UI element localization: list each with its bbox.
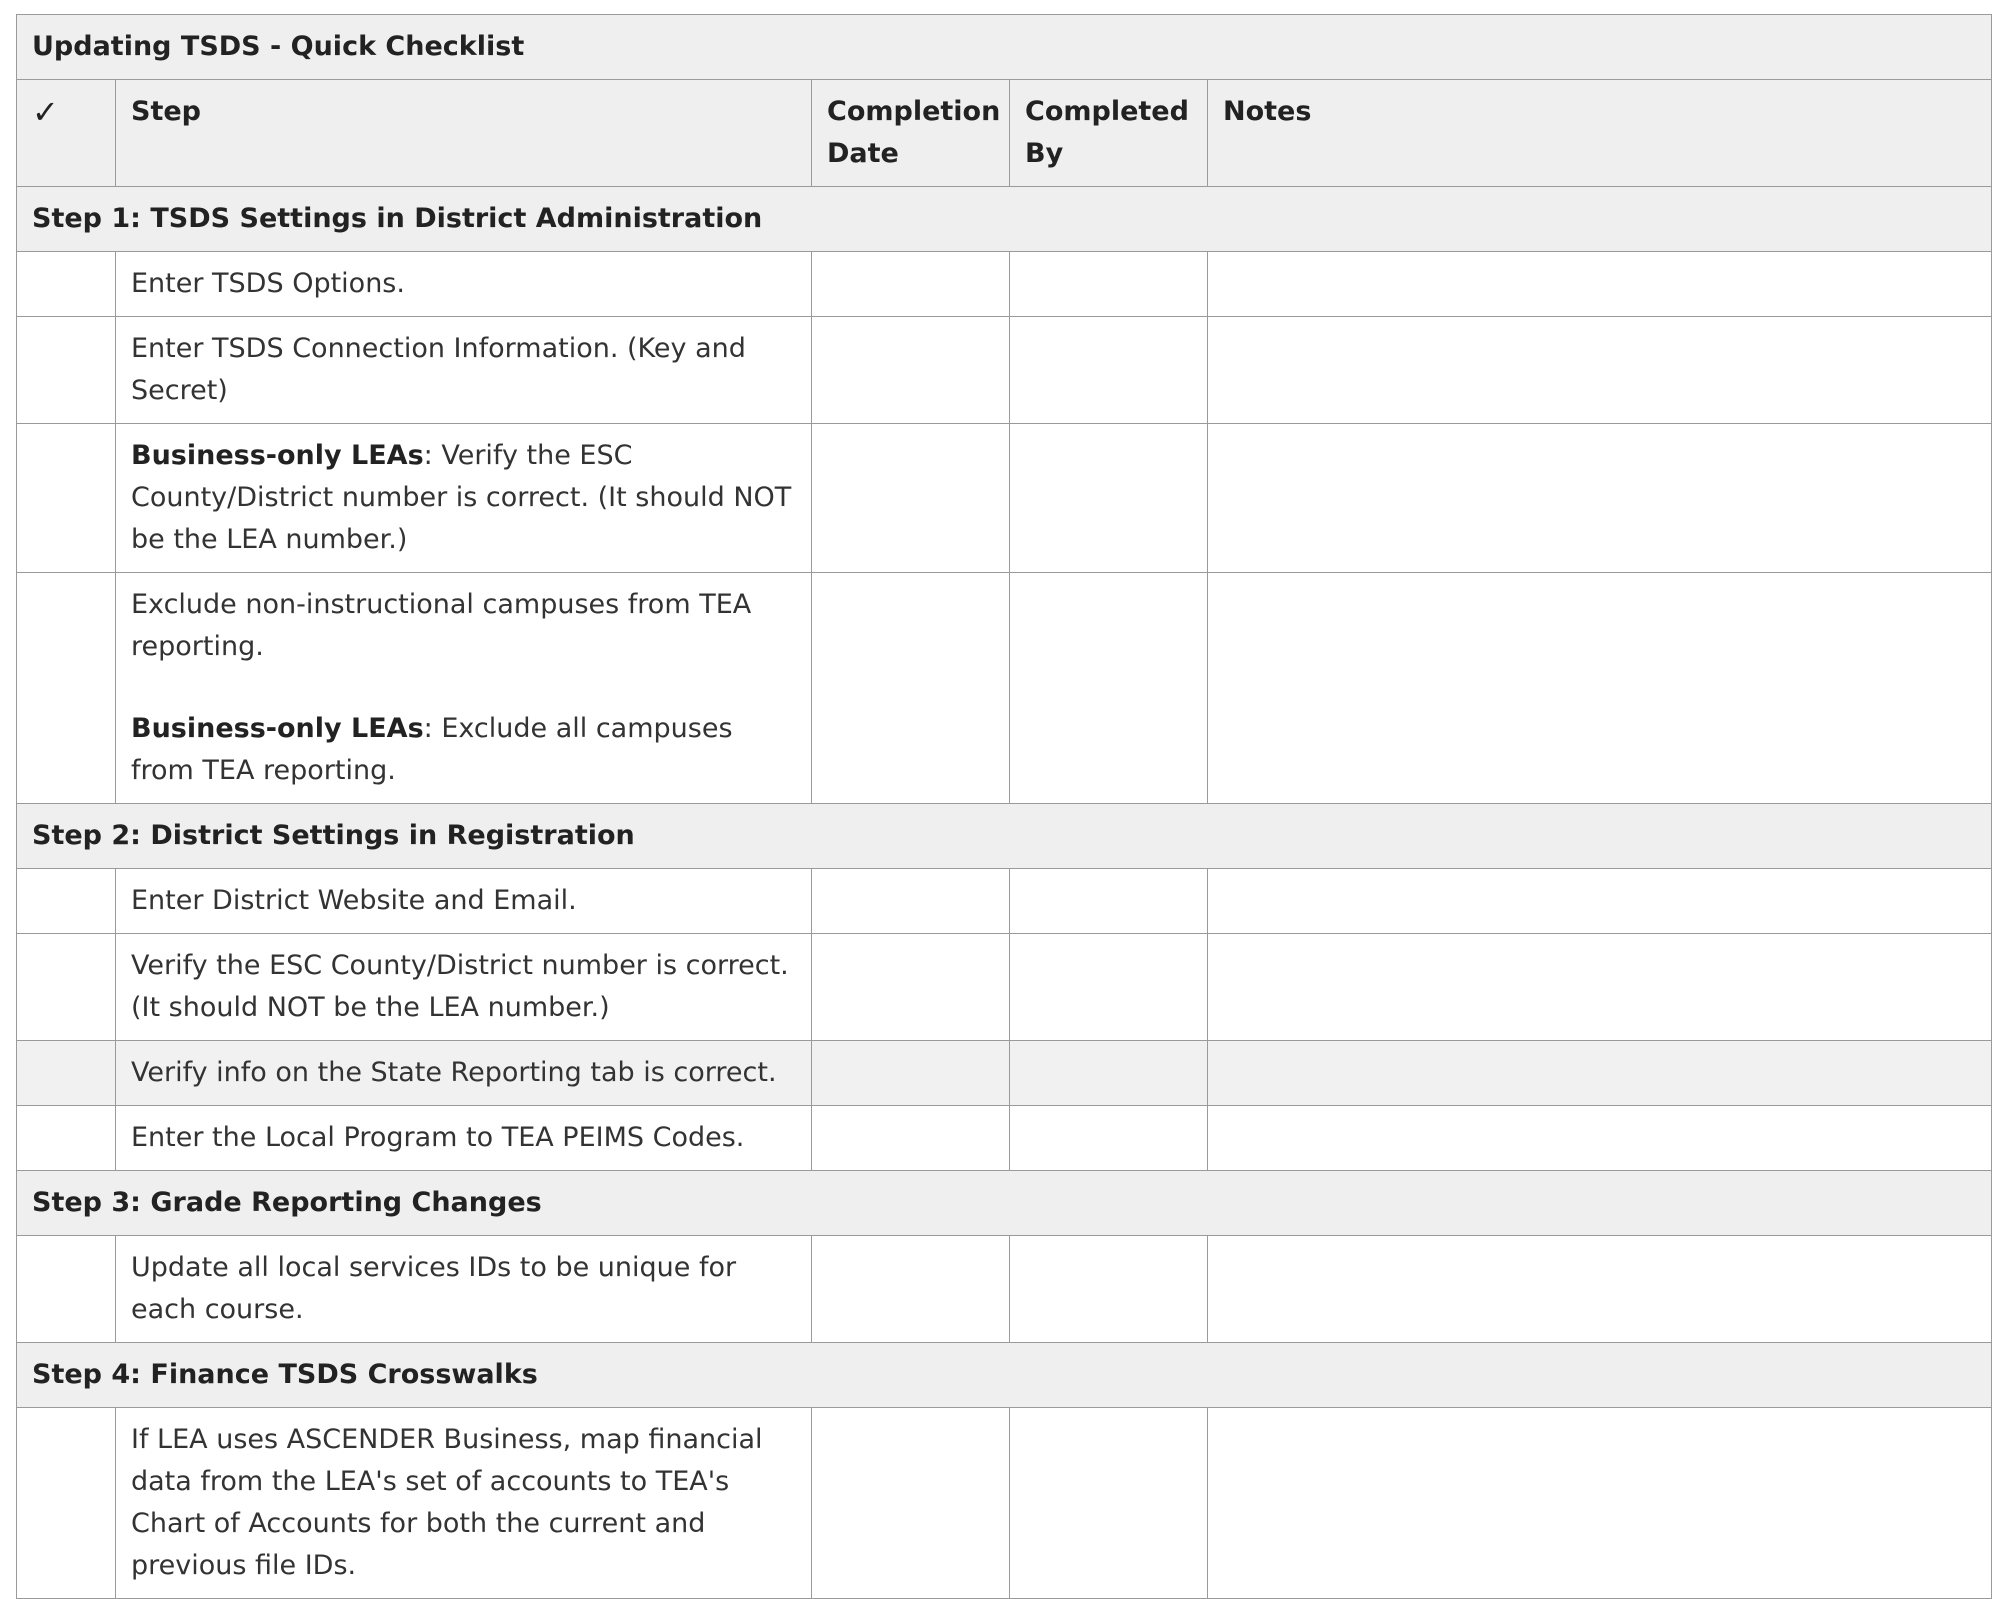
notes-cell[interactable] <box>1208 1106 1992 1171</box>
step-text: Verify the ESC County/District number is correct. (It should NOT be the LEA number.) <box>131 950 789 1023</box>
column-header-row <box>17 80 1992 187</box>
step-text: Enter District Website and Email. <box>131 885 577 916</box>
check-cell[interactable] <box>17 934 116 1041</box>
section-heading: Step 1: TSDS Settings in District Administration <box>17 187 1992 252</box>
completed-by-cell[interactable] <box>1010 252 1208 317</box>
notes-cell[interactable] <box>1208 1408 1992 1599</box>
completion-date-cell[interactable] <box>812 252 1010 317</box>
table-row <box>17 934 1992 1041</box>
step-cell <box>116 934 812 1041</box>
check-cell[interactable] <box>17 1041 116 1106</box>
step-cell <box>116 1106 812 1171</box>
completed-by-cell[interactable] <box>1010 934 1208 1041</box>
notes-cell[interactable] <box>1208 869 1992 934</box>
step-cell <box>116 252 812 317</box>
notes-cell[interactable] <box>1208 1236 1992 1343</box>
completion-date-cell[interactable] <box>812 1408 1010 1599</box>
completion-date-cell[interactable] <box>812 869 1010 934</box>
step-column-header: Step <box>116 80 812 187</box>
step-label: Business-only LEAs <box>131 440 424 471</box>
table-title-row <box>17 15 1992 80</box>
step-text: Exclude non-instructional campuses from TEA reporting. <box>131 589 752 662</box>
check-cell[interactable] <box>17 1408 116 1599</box>
completed-by-cell[interactable] <box>1010 1408 1208 1599</box>
check-column-header <box>17 80 116 187</box>
completed-by-cell[interactable] <box>1010 424 1208 573</box>
completed-by-cell[interactable] <box>1010 1106 1208 1171</box>
table-row <box>17 573 1992 804</box>
step-text: Verify info on the State Reporting tab is correct. <box>131 1057 777 1088</box>
notes-cell[interactable] <box>1208 1041 1992 1106</box>
completed-by-cell[interactable] <box>1010 317 1208 424</box>
notes-column-header: Notes <box>1208 80 1992 187</box>
check-cell[interactable] <box>17 424 116 573</box>
completed-by-cell[interactable] <box>1010 1041 1208 1106</box>
check-cell[interactable] <box>17 1106 116 1171</box>
check-cell[interactable] <box>17 317 116 424</box>
step-cell <box>116 573 812 804</box>
table-row <box>17 1106 1992 1171</box>
completed-by-cell[interactable] <box>1010 1236 1208 1343</box>
table-row <box>17 317 1992 424</box>
completed-by-cell[interactable] <box>1010 869 1208 934</box>
section-heading: Step 2: District Settings in Registration <box>17 804 1992 869</box>
completed-by-column-header: Completed By <box>1010 80 1208 187</box>
step-label: Business-only LEAs <box>131 713 424 744</box>
section-heading: Step 4: Finance TSDS Crosswalks <box>17 1343 1992 1408</box>
completion-date-column-header: Completion Date <box>812 80 1010 187</box>
completion-date-cell[interactable] <box>812 424 1010 573</box>
section-heading: Step 3: Grade Reporting Changes <box>17 1171 1992 1236</box>
step-cell <box>116 1408 812 1599</box>
section-row <box>17 1171 1992 1236</box>
section-row <box>17 1343 1992 1408</box>
table-title: Updating TSDS - Quick Checklist <box>17 15 1992 80</box>
step-text: : Verify the ESC County/District number is correct. (It should NOT be the LEA number.) <box>131 440 792 555</box>
step-cell <box>116 1236 812 1343</box>
completed-by-cell[interactable] <box>1010 573 1208 804</box>
table-row <box>17 1408 1992 1599</box>
notes-cell[interactable] <box>1208 252 1992 317</box>
notes-cell[interactable] <box>1208 934 1992 1041</box>
step-text: Enter TSDS Options. <box>131 268 405 299</box>
section-row <box>17 187 1992 252</box>
notes-cell[interactable] <box>1208 317 1992 424</box>
step-text: : Exclude all campuses from TEA reporting. <box>131 713 733 786</box>
step-text: If LEA uses ASCENDER Business, map financial data from the LEA's set of accounts to TEA's Chart of Accounts for both the current and previous file IDs. <box>131 1424 763 1581</box>
step-cell <box>116 1041 812 1106</box>
completion-date-cell[interactable] <box>812 1041 1010 1106</box>
table-row <box>17 1041 1992 1106</box>
step-text: Enter the Local Program to TEA PEIMS Codes. <box>131 1122 745 1153</box>
check-cell[interactable] <box>17 869 116 934</box>
checkmark-icon: ✓ <box>32 93 59 131</box>
checklist-table <box>16 14 1992 1599</box>
completion-date-cell[interactable] <box>812 317 1010 424</box>
step-text: Enter TSDS Connection Information. (Key and Secret) <box>131 333 746 406</box>
check-cell[interactable] <box>17 573 116 804</box>
notes-cell[interactable] <box>1208 573 1992 804</box>
table-row <box>17 252 1992 317</box>
notes-cell[interactable] <box>1208 424 1992 573</box>
step-cell <box>116 317 812 424</box>
step-text: Update all local services IDs to be unique for each course. <box>131 1252 737 1325</box>
check-cell[interactable] <box>17 1236 116 1343</box>
step-cell <box>116 424 812 573</box>
check-cell[interactable] <box>17 252 116 317</box>
completion-date-cell[interactable] <box>812 1236 1010 1343</box>
completion-date-cell[interactable] <box>812 934 1010 1041</box>
table-row <box>17 1236 1992 1343</box>
table-row <box>17 869 1992 934</box>
checklist-container <box>16 14 1991 1599</box>
section-row <box>17 804 1992 869</box>
completion-date-cell[interactable] <box>812 1106 1010 1171</box>
table-row <box>17 424 1992 573</box>
completion-date-cell[interactable] <box>812 573 1010 804</box>
step-cell <box>116 869 812 934</box>
